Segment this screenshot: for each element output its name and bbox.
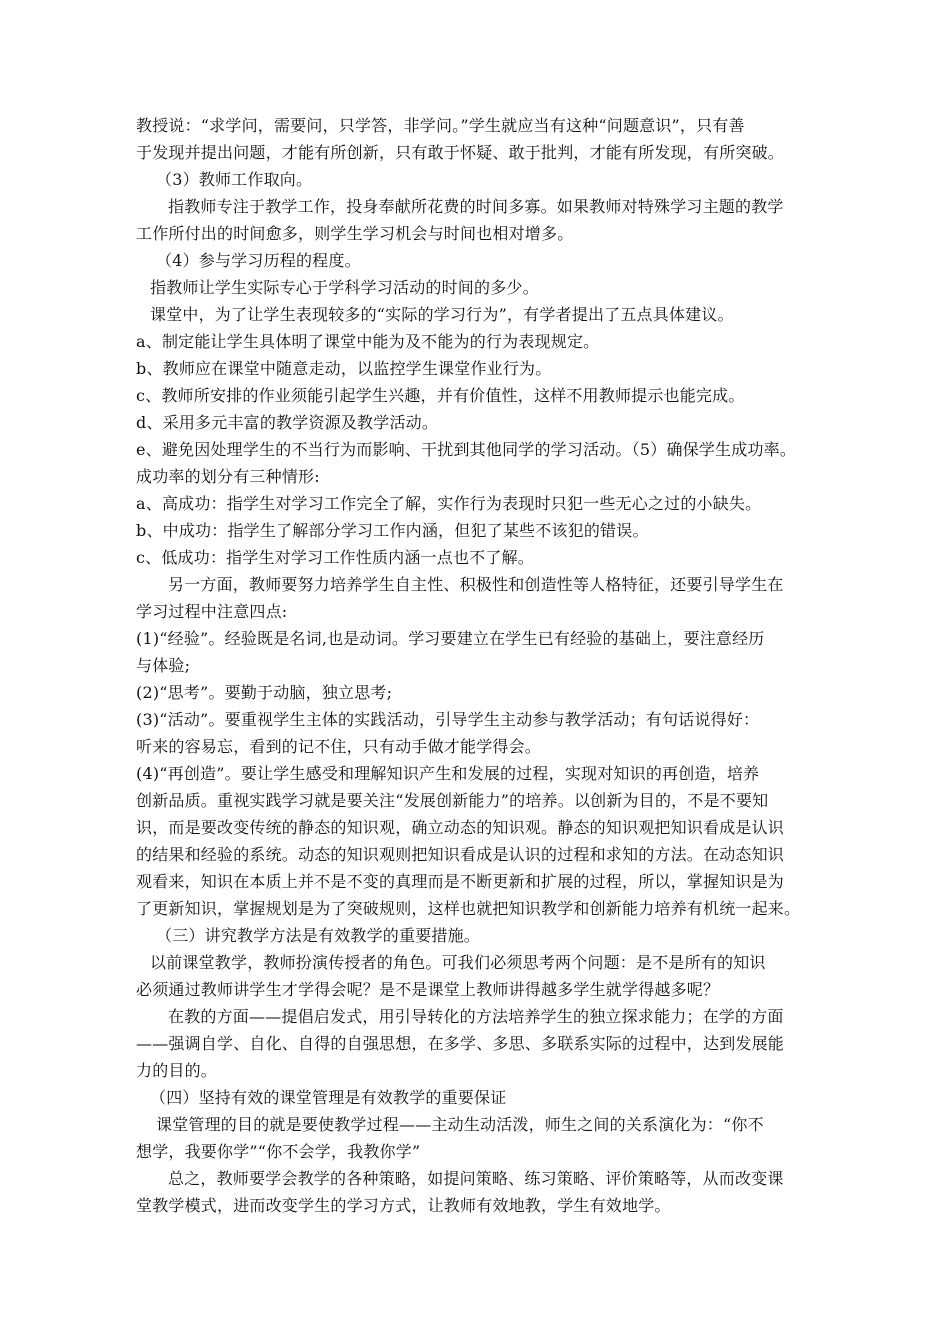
text-line: 总之，教师要学会教学的各种策略，如提问策略、练习策略、评价策略等，从而改变课 bbox=[168, 1169, 784, 1188]
text-line: 工作所付出的时间愈多，则学生学习机会与时间也相对增多。 bbox=[136, 224, 574, 243]
text-line: 识，而是要改变传统的静态的知识观，确立动态的知识观。静态的知识观把知识看成是认识 bbox=[136, 818, 785, 837]
section-heading: （三）讲究教学方法是有效教学的重要措施。 bbox=[156, 926, 481, 945]
text-line: 指教师让学生实际专心于学科学习活动的时间的多少。 bbox=[150, 278, 539, 297]
list-item: (4)“再创造”。要让学生感受和理解知识产生和发展的过程，实现对知识的再创造，培养 bbox=[136, 764, 760, 783]
list-item: d、采用多元丰富的教学资源及教学活动。 bbox=[136, 413, 439, 432]
text-line: 在教的方面——提倡启发式，用引导转化的方法培养学生的独立探求能力；在学的方面 bbox=[168, 1007, 784, 1026]
text-line: 了更新知识，掌握规划是为了突破规则，这样也就把知识教学和创新能力培养有机统一起来。 bbox=[136, 899, 801, 918]
document-body bbox=[136, 112, 816, 1219]
list-item: (2)“思考”。要勤于动脑，独立思考; bbox=[136, 683, 393, 702]
text-line: 学习过程中注意四点: bbox=[136, 602, 288, 621]
section-heading: （4）参与学习历程的程度。 bbox=[156, 251, 361, 270]
text-line: 创新品质。重视实践学习就是要关注“发展创新能力”的培养。以创新为目的，不是不要知 bbox=[136, 791, 769, 810]
text-line: 另一方面，教师要努力培养学生自主性、积极性和创造性等人格特征，还要引导学生在 bbox=[168, 575, 784, 594]
text-line: 的结果和经验的系统。动态的知识观则把知识看成是认识的过程和求知的方法。在动态知识 bbox=[136, 845, 785, 864]
text-line: 想学，我要你学”“你不会学，我教你学” bbox=[136, 1142, 421, 1161]
list-item: b、教师应在课堂中随意走动，以监控学生课堂作业行为。 bbox=[136, 359, 552, 378]
list-item: a、制定能让学生具体明了课堂中能为及不能为的行为表现规定。 bbox=[136, 332, 600, 351]
text-line: 以前课堂教学，教师扮演传授者的角色。可我们必须思考两个问题：是不是所有的知识 bbox=[150, 953, 766, 972]
text-line: 课堂管理的目的就是要使教学过程——主动生动活泼，师生之间的关系演化为：“你不 bbox=[156, 1115, 764, 1134]
text-line: 堂教学模式，进而改变学生的学习方式，让教师有效地教，学生有效地学。 bbox=[136, 1196, 671, 1215]
text-line: 力的目的。 bbox=[136, 1061, 218, 1080]
text-line: 必须通过教师讲学生才学得会呢？是不是课堂上教师讲得越多学生就学得越多呢？ bbox=[136, 980, 720, 999]
text-line: 观看来，知识在本质上并不是不变的真理而是不断更新和扩展的过程，所以，掌握知识是为 bbox=[136, 872, 785, 891]
text-line: ——强调自学、自化、自得的自强思想，在多学、多思、多联系实际的过程中，达到发展能 bbox=[136, 1034, 785, 1053]
text-line: 与体验; bbox=[136, 656, 191, 675]
list-item: c、低成功：指学生对学习工作性质内涵一点也不了解。 bbox=[136, 548, 534, 567]
list-item: a、高成功：指学生对学习工作完全了解，实作行为表现时只犯一些无心之过的小缺失。 bbox=[136, 494, 762, 513]
list-item: b、中成功：指学生了解部分学习工作内涵，但犯了某些不该犯的错误。 bbox=[136, 521, 649, 540]
text-line: 课堂中，为了让学生表现较多的“实际的学习行为”，有学者提出了五点具体建议。 bbox=[150, 305, 734, 324]
list-item: e、避免因处理学生的不当行为而影响、干扰到其他同学的学习活动。（5）确保学生成功率。 bbox=[136, 440, 797, 459]
text-line: 成功率的划分有三种情形: bbox=[136, 467, 320, 486]
list-item: c、教师所安排的作业须能引起学生兴趣，并有价值性，这样不用教师提示也能完成。 bbox=[136, 386, 745, 405]
text-line: 指教师专注于教学工作，投身奉献所花费的时间多寡。如果教师对特殊学习主题的教学 bbox=[168, 197, 784, 216]
text-line: 听来的容易忘，看到的记不住，只有动手做才能学得会。 bbox=[136, 737, 542, 756]
list-item: (3)“活动”。要重视学生主体的实践活动，引导学生主动参与教学活动；有句话说得好： bbox=[136, 710, 760, 729]
section-heading: （3）教师工作取向。 bbox=[156, 170, 313, 189]
text-line: 教授说：“求学问，需要问，只学答，非学问。”学生就应当有这种“问题意识”，只有善 bbox=[136, 116, 745, 135]
text-line: 于发现并提出问题，才能有所创新，只有敢于怀疑、敢于批判，才能有所发现，有所突破。 bbox=[136, 143, 785, 162]
section-heading: （四）坚持有效的课堂管理是有效教学的重要保证 bbox=[150, 1088, 507, 1107]
list-item: (1)“经验”。经验既是名词,也是动词。学习要建立在学生已有经验的基础上，要注意经历 bbox=[136, 629, 765, 648]
